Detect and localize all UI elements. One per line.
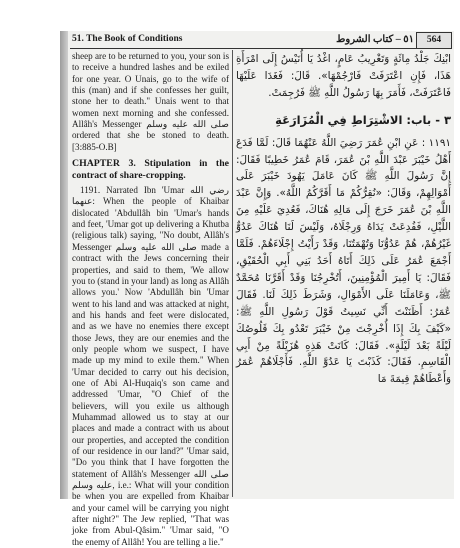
arabic-column — [236, 51, 451, 497]
english-paragraph-1: sheep are to be returned to you, your son is to receive a hundred lashes and be exiled for one year. O Unais, go to the wife of this (man) and if she confesses her guilt, stone her to death." Unais went to that women next morning and she confessed. Allâh's Messenger صلى الله عليه وسلم ordered that she be stoned to death. [3:885-O.B] — [72, 51, 229, 152]
column-divider — [232, 50, 233, 497]
english-column — [72, 51, 229, 547]
arabic-hadith-1191: ١١٩١ : عَنِ ابْنِ عُمَرَ رَضِيَ اللَّهُ عَنْهُمَا قَالَ: لَمَّا فَدَعَ أَهْلُ خَيْبَرَ عَبْدَ اللَّهِ بْنَ عُمَرَ، قَامَ عُمَرُ خَطِيبًا فَقَالَ: إِنَّ رَسُولَ اللَّهِ ﷺ كَانَ عَامَلَ يَهُودَ خَيْبَرَ عَلَى أَمْوَالِهِمْ، وَقَالَ: «نُقِرُّكُمْ مَا أَقَرَّكُمُ اللَّهُ». وَإِنَّ عَبْدَ اللَّهِ بْنَ عُمَرَ خَرَجَ إِلَى مَالِهِ هُنَاكَ، فَعُدِيَ عَلَيْهِ مِنَ اللَّيْلِ، فَفُدِعَتْ يَدَاهُ وَرِجْلَاهُ، وَلَيْسَ لَنَا هُنَاكَ عَدُوٌّ غَيْرُهُمْ، هُمْ عَدُوُّنَا وَتُهْمَتُنَا، وَقَدْ رَأَيْتُ إِجْلَاءَهُمْ. فَلَمَّا أَجْمَعَ عُمَرُ عَلَى ذَلِكَ أَتَاهُ أَحَدُ بَنِي أَبِي الْحُقَيْقِ، فَقَالَ: يَا أَمِيرَ الْمُؤْمِنِينَ، أَتُخْرِجُنَا وَقَدْ أَقَرَّنَا مُحَمَّدٌ ﷺ، وَعَامَلَنَا عَلَى الأَمْوَالِ، وَشَرَطَ ذَلِكَ لَنَا. فَقَالَ عُمَرُ: أَظَنَنْتَ أَنِّي نَسِيتُ قَوْلَ رَسُولِ اللَّهِ ﷺ: «كَيْفَ بِكَ إِذَا أُخْرِجْتَ مِنْ خَيْبَرَ تَعْدُو بِكَ قَلُوصُكَ لَيْلَةً بَعْدَ لَيْلَةٍ». فَقَالَ: كَانَتْ هَذِهِ هُزَيْلَةً مِنْ أَبِي الْقَاسِمِ. فَقَالَ: كَذَبْتَ يَا عَدُوَّ اللَّهِ. فَأَجْلَاهُمْ عُمَرُ وَأَعْطَاهُمْ قِيمَةَ مَا — [236, 136, 451, 386]
arabic-paragraph-1: ابْنِكَ جَلْدُ مِائَةٍ وَتَغْرِيبُ عَامٍ، اغْدُ يَا أُنَيْسُ إِلَى امْرَأَةِ هَذَا، فَإِنِ اعْتَرَفَتْ فَارْجُمْهَا». قَالَ: فَغَدَا عَلَيْهَا فَاعْتَرَفَتْ، فَأَمَرَ بِهَا رَسُولُ اللَّهِ ﷺ فَرُجِمَتْ. — [236, 53, 451, 99]
page-header — [70, 34, 452, 49]
english-hadith-1191: 1191. Narrated Ibn 'Umar رضي الله عنهما: When the people of Khaibar dislocated 'Abdullâh bin 'Umar's hands and feet, 'Umar got up delivering a Khutba (religious talk) saying, "No doubt, Allâh's Messenger صلى الله عليه وسلم made a contract with the Jews concerning their properties, and said to them, 'We allow you to (stand in your land) as long as Allâh allows you.' Now 'Abdullâh bin 'Umar went to his land and was attacked at night, and his hands and feet were dislocated, and as we have no enemies there except those Jews, they are our enemies and the only people whom we suspect, I have made up my mind to exile them." When 'Umar decided to carry out his decision, one of Abi Al-Huqaiq's son came and addressed 'Umar, "O Chief of the believers, will you exile us although Muhammad allowed us to stay at our places and made a contract with us about our properties, and accepted the condition of our residence in our land?" 'Umar said, "Do you think that I have forgotten the statement of Allâh's Messenger صلى الله عليه وسلم, i.e.: What will your condition be when you are expelled from Khaibar and your camel will be carrying you night after night?" The Jew replied, "That was joke from Abul-Qâsim." 'Umar said, "O the enemy of Allâh! You are telling a lie." — [72, 185, 229, 547]
chapter-title-english: 51. The Book of Conditions — [72, 34, 183, 44]
page-number: 564 — [416, 32, 452, 49]
arabic-chapter-heading: ٣ - باب: الاشْتِرَاطِ فِي الْمُزَارَعَةِ — [275, 112, 451, 127]
chapter-title-arabic: ٥١ – كتاب الشروط — [336, 34, 414, 45]
english-chapter-heading: CHAPTER 3. Stipulation in the contract of share-cropping. — [72, 158, 229, 182]
